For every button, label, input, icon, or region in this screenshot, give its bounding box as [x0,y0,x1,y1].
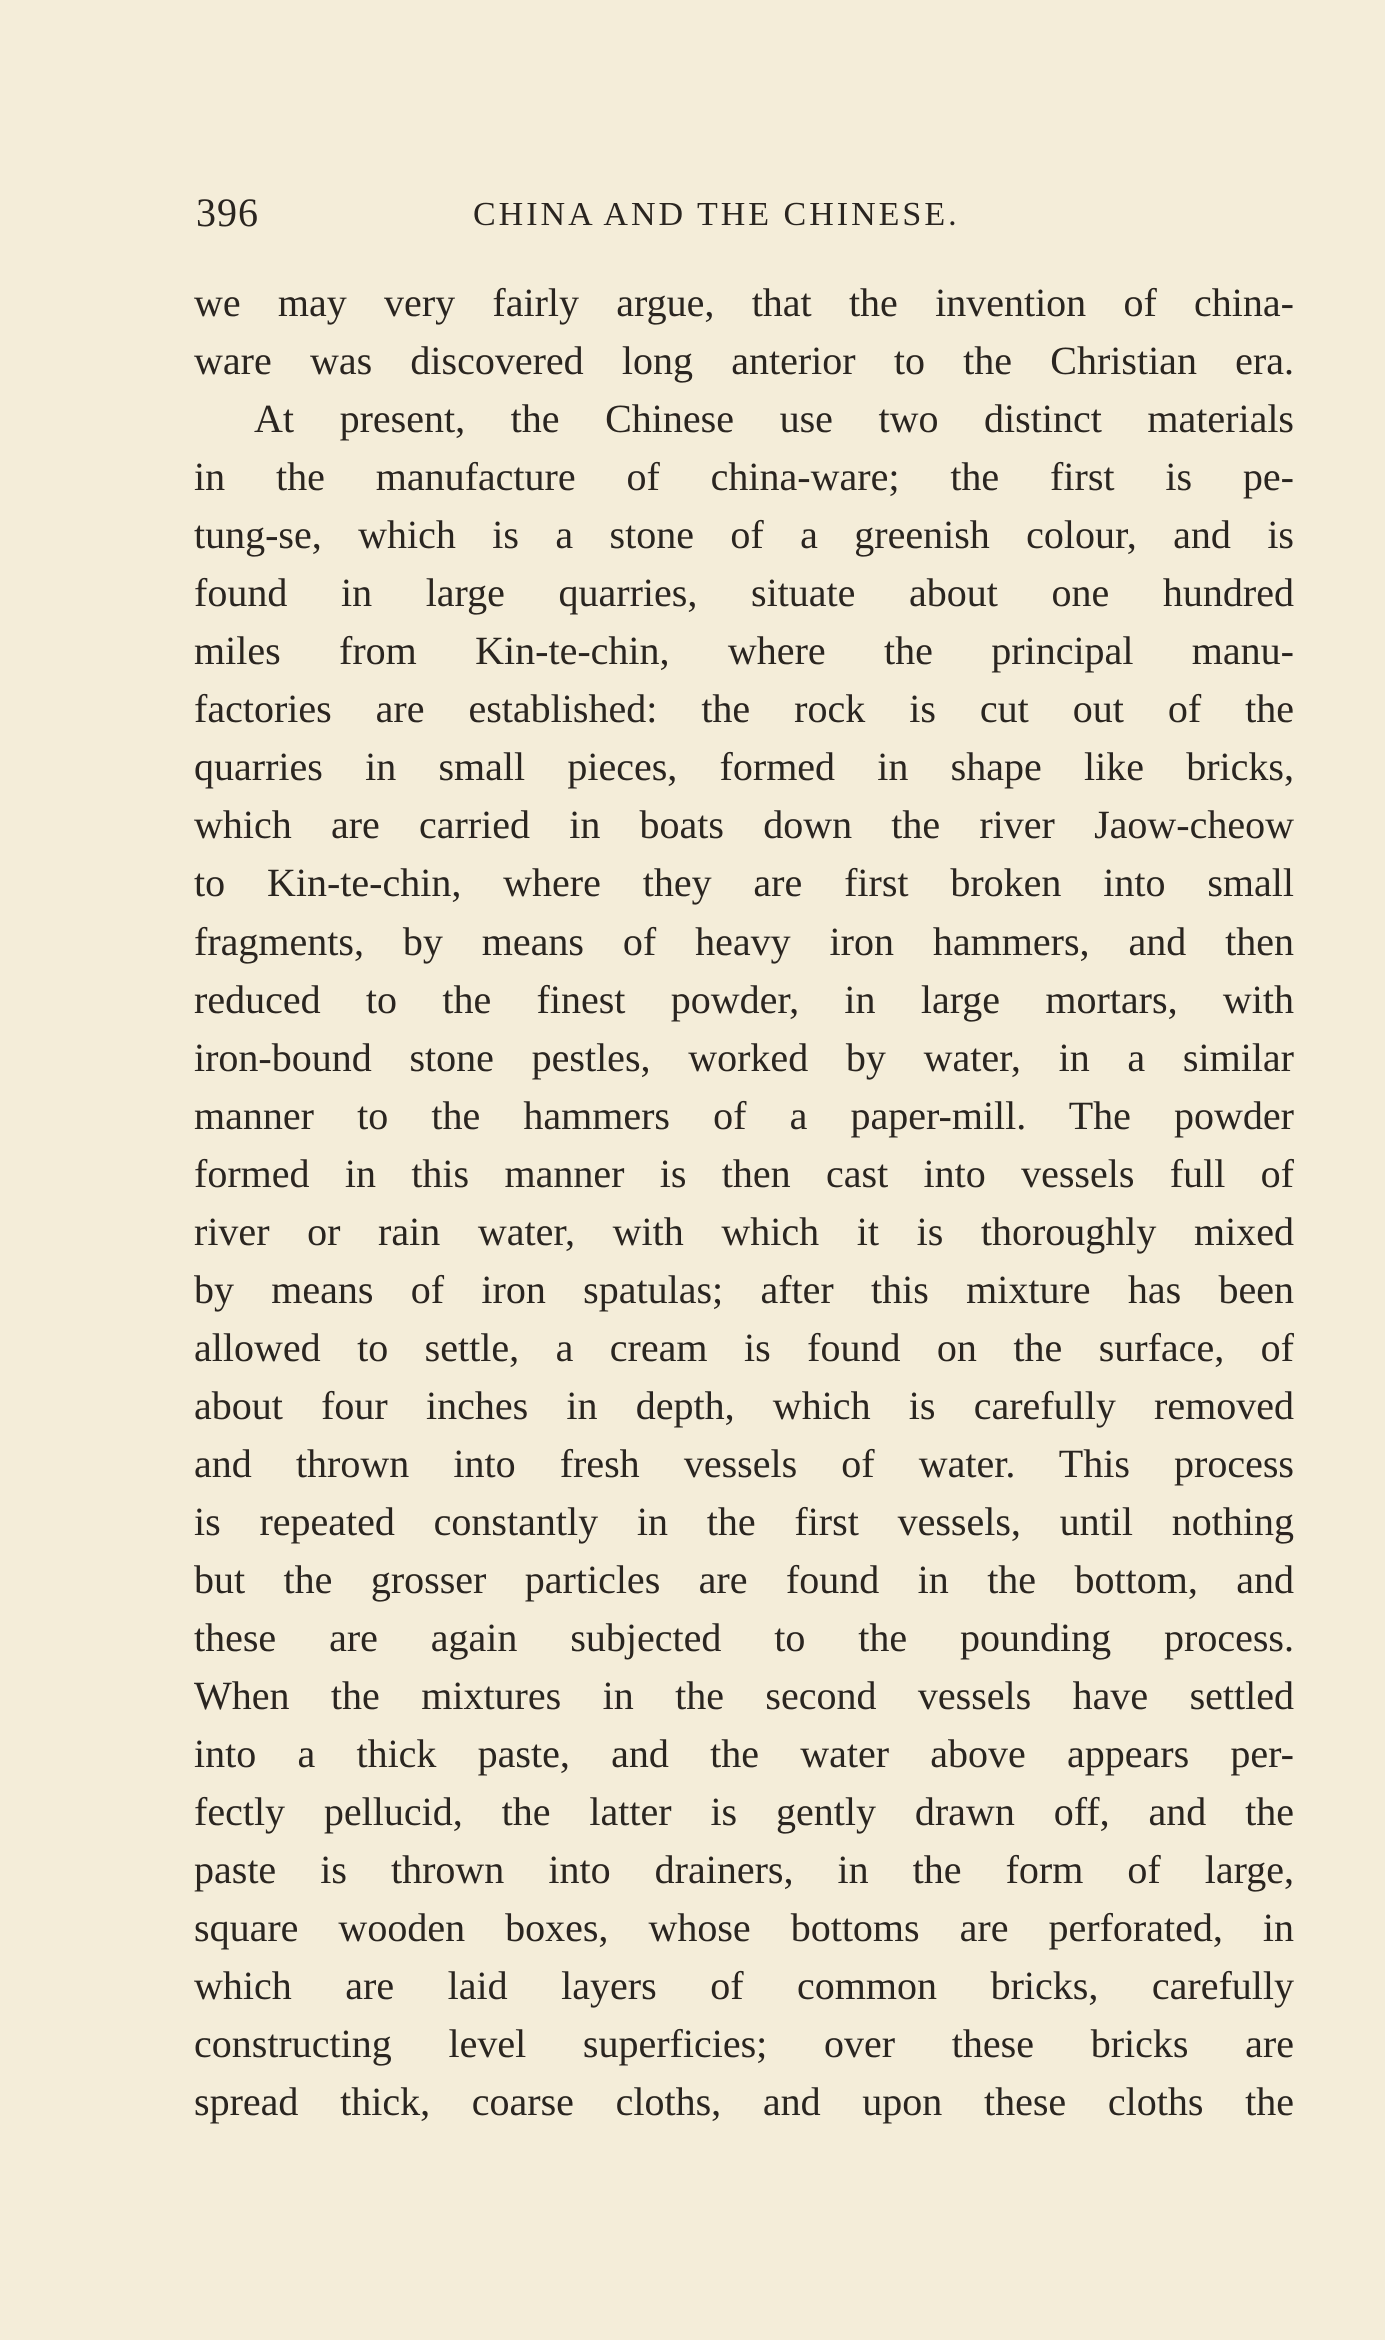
text-line: these are again subjected to the pounding process. [194,1615,1294,1661]
running-title: CHINA AND THE CHINESE. [473,196,960,233]
text-line: fectly pellucid, the latter is gently drawn off, and the [194,1789,1294,1835]
text-line: ware was discovered long anterior to the Christian era. [194,338,1294,384]
running-head [196,183,1296,243]
text-line: by means of iron spatulas; after this mixture has been [194,1266,1294,1312]
text-line: formed in this manner is then cast into vessels full of [194,1150,1294,1196]
text-line: which are carried in boats down the river Jaow-cheow [194,802,1294,848]
text-line: found in large quarries, situate about one hundred [194,570,1294,616]
text-line: we may very fairly argue, that the invention of china- [194,280,1294,325]
text-line: manner to the hammers of a paper-mill. The powder [194,1092,1294,1138]
text-line: river or rain water, with which it is thoroughly mixed [194,1208,1294,1254]
text-line: constructing level superficies; over these bricks are [194,2021,1294,2067]
paragraph-start-line: At present, the Chinese use two distinct materials [254,396,1294,442]
text-line: and thrown into fresh vessels of water. This process [194,1440,1294,1486]
body-text [194,274,1294,2132]
text-line: quarries in small pieces, formed in shape like bricks, [194,744,1294,790]
text-line: in the manufacture of china-ware; the first is pe- [194,454,1294,500]
text-line: paste is thrown into drainers, in the form of large, [194,1847,1294,1893]
text-line: about four inches in depth, which is carefully removed [194,1382,1294,1428]
text-line: which are laid layers of common bricks, carefully [194,1963,1294,2009]
text-line: tung-se, which is a stone of a greenish colour, and is [194,512,1294,558]
text-line: When the mixtures in the second vessels have settled [194,1673,1294,1719]
text-line: fragments, by means of heavy iron hammers, and then [194,918,1294,964]
text-line: factories are established: the rock is cut out of the [194,686,1294,732]
text-line: spread thick, coarse cloths, and upon these cloths the [194,2079,1294,2125]
page-number: 396 [196,190,259,235]
text-line: into a thick paste, and the water above appears per- [194,1731,1294,1777]
text-line: is repeated constantly in the first vessels, until nothing [194,1498,1294,1544]
text-line: square wooden boxes, whose bottoms are perforated, in [194,1905,1294,1951]
text-line: to Kin-te-chin, where they are first broken into small [194,860,1294,906]
text-line: reduced to the finest powder, in large mortars, with [194,976,1294,1022]
text-line: miles from Kin-te-chin, where the principal manu- [194,628,1294,674]
text-line: iron-bound stone pestles, worked by water, in a similar [194,1034,1294,1080]
text-line: allowed to settle, a cream is found on the surface, of [194,1324,1294,1370]
text-line: but the grosser particles are found in the bottom, and [194,1557,1294,1603]
